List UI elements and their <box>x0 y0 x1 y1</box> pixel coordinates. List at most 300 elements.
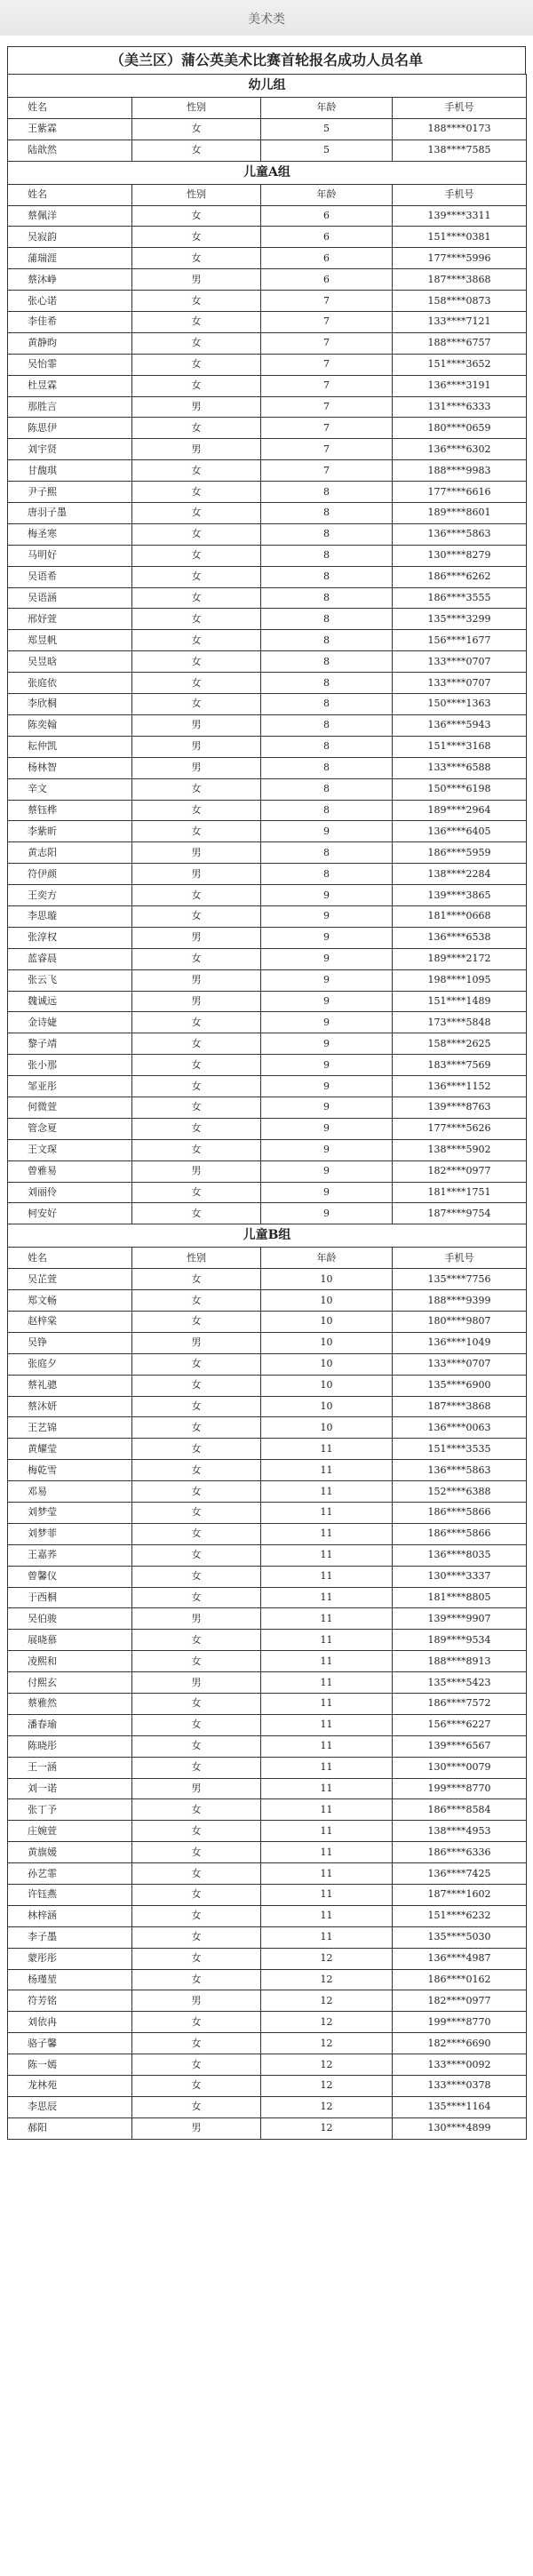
name-cell: 符伊颜 <box>8 864 132 885</box>
age-cell: 10 <box>261 1375 393 1396</box>
phone-cell: 186****5959 <box>393 842 527 864</box>
gender-cell: 女 <box>132 1396 261 1417</box>
column-header-row <box>8 184 527 205</box>
name-cell: 蔡礼骢 <box>8 1375 132 1396</box>
phone-cell: 177****5626 <box>393 1118 527 1139</box>
age-cell: 9 <box>261 927 393 948</box>
gender-cell: 男 <box>132 714 261 736</box>
age-cell: 11 <box>261 1460 393 1481</box>
phone-cell: 186****8584 <box>393 1799 527 1821</box>
age-cell: 8 <box>261 673 393 694</box>
name-cell: 林梓涵 <box>8 1905 132 1926</box>
age-cell: 9 <box>261 1055 393 1076</box>
table-row <box>8 1097 527 1118</box>
gender-cell: 女 <box>132 1969 261 1990</box>
name-cell: 李思璇 <box>8 905 132 927</box>
table-row <box>8 1672 527 1694</box>
age-cell: 9 <box>261 969 393 991</box>
age-cell: 9 <box>261 1182 393 1203</box>
age-header: 年龄 <box>261 184 393 205</box>
table-row <box>8 969 527 991</box>
age-cell: 11 <box>261 1905 393 1926</box>
gender-cell: 女 <box>132 1544 261 1566</box>
name-cell: 曾馨仪 <box>8 1566 132 1587</box>
phone-cell: 189****8601 <box>393 503 527 524</box>
name-cell: 吴语涵 <box>8 587 132 609</box>
gender-cell: 女 <box>132 2096 261 2117</box>
name-cell: 王文琛 <box>8 1139 132 1160</box>
table-row <box>8 503 527 524</box>
gender-cell: 女 <box>132 1503 261 1524</box>
name-cell: 符芳铭 <box>8 1990 132 2012</box>
age-cell: 11 <box>261 1608 393 1630</box>
age-cell: 7 <box>261 396 393 418</box>
age-cell: 6 <box>261 269 393 291</box>
table-row <box>8 1311 527 1332</box>
table-row <box>8 2054 527 2076</box>
phone-cell: 136****5863 <box>393 523 527 545</box>
phone-cell: 138****4953 <box>393 1821 527 1842</box>
age-cell: 11 <box>261 1544 393 1566</box>
gender-cell: 女 <box>132 1905 261 1926</box>
name-cell: 李子墨 <box>8 1926 132 1948</box>
gender-cell: 女 <box>132 523 261 545</box>
name-cell: 王紫霖 <box>8 118 132 140</box>
age-cell: 7 <box>261 418 393 439</box>
phone-cell: 150****1363 <box>393 694 527 715</box>
age-cell: 11 <box>261 1842 393 1863</box>
gender-cell: 女 <box>132 1821 261 1842</box>
table-row <box>8 800 527 821</box>
gender-cell: 女 <box>132 1118 261 1139</box>
age-cell: 9 <box>261 991 393 1012</box>
table-row <box>8 269 527 291</box>
phone-cell: 138****2284 <box>393 864 527 885</box>
phone-cell: 136****5943 <box>393 714 527 736</box>
gender-cell: 女 <box>132 1948 261 1969</box>
age-cell: 9 <box>261 1160 393 1182</box>
gender-cell: 女 <box>132 1714 261 1735</box>
table-row <box>8 482 527 503</box>
table-row <box>8 630 527 651</box>
phone-cell: 136****6538 <box>393 927 527 948</box>
gender-cell: 女 <box>132 778 261 800</box>
table-row <box>8 332 527 354</box>
name-cell: 杨瑾堃 <box>8 1969 132 1990</box>
table-row <box>8 1118 527 1139</box>
table-row <box>8 1885 527 1906</box>
table-row <box>8 2117 527 2139</box>
age-cell: 10 <box>261 1290 393 1312</box>
table-row <box>8 1566 527 1587</box>
age-cell: 7 <box>261 332 393 354</box>
age-cell: 8 <box>261 736 393 757</box>
table-row <box>8 1055 527 1076</box>
phone-cell: 182****0977 <box>393 1990 527 2012</box>
phone-cell: 133****0707 <box>393 651 527 673</box>
gender-cell: 男 <box>132 439 261 460</box>
name-cell: 陈思伊 <box>8 418 132 439</box>
phone-cell: 138****5902 <box>393 1139 527 1160</box>
gender-cell: 女 <box>132 312 261 333</box>
gender-cell: 男 <box>132 1990 261 2012</box>
age-cell: 8 <box>261 842 393 864</box>
gender-cell: 女 <box>132 1885 261 1906</box>
gender-cell: 女 <box>132 1439 261 1460</box>
name-cell: 那胜言 <box>8 396 132 418</box>
name-cell: 梅乾雪 <box>8 1460 132 1481</box>
phone-cell: 186****5866 <box>393 1503 527 1524</box>
table-row <box>8 1926 527 1948</box>
gender-cell: 男 <box>132 1332 261 1353</box>
age-cell: 8 <box>261 587 393 609</box>
table-row <box>8 418 527 439</box>
gender-cell: 男 <box>132 2117 261 2139</box>
name-cell: 黄耀莹 <box>8 1439 132 1460</box>
name-cell: 李欣桐 <box>8 694 132 715</box>
table-row <box>8 1290 527 1312</box>
age-cell: 8 <box>261 800 393 821</box>
age-cell: 10 <box>261 1396 393 1417</box>
table-row <box>8 1332 527 1353</box>
table-row <box>8 140 527 161</box>
name-cell: 蔡雅然 <box>8 1694 132 1715</box>
roster-table <box>7 74 527 2140</box>
name-cell: 王奕方 <box>8 885 132 906</box>
phone-cell: 180****9807 <box>393 1311 527 1332</box>
name-cell: 刘宇贤 <box>8 439 132 460</box>
name-header: 姓名 <box>8 184 132 205</box>
phone-cell: 151****1489 <box>393 991 527 1012</box>
phone-header: 手机号 <box>393 98 527 119</box>
roster-body <box>8 75 527 2140</box>
group-title: 儿童A组 <box>8 161 527 184</box>
gender-cell: 女 <box>132 1523 261 1544</box>
name-cell: 唐羽子墨 <box>8 503 132 524</box>
age-cell: 11 <box>261 1821 393 1842</box>
phone-cell: 130****4899 <box>393 2117 527 2139</box>
age-cell: 12 <box>261 2054 393 2076</box>
phone-cell: 182****6690 <box>393 2033 527 2054</box>
age-cell: 12 <box>261 1990 393 2012</box>
name-cell: 王一涵 <box>8 1757 132 1778</box>
table-row <box>8 757 527 778</box>
name-cell: 蒲瑞涯 <box>8 248 132 269</box>
name-cell: 王艺锦 <box>8 1417 132 1439</box>
table-row <box>8 694 527 715</box>
table-row <box>8 2076 527 2097</box>
table-row <box>8 2033 527 2054</box>
name-cell: 蓝睿晨 <box>8 948 132 969</box>
gender-cell: 女 <box>132 1353 261 1375</box>
name-cell: 张心诺 <box>8 291 132 312</box>
age-cell: 9 <box>261 1076 393 1097</box>
phone-cell: 135****7756 <box>393 1269 527 1290</box>
gender-cell: 女 <box>132 1735 261 1757</box>
gender-cell: 女 <box>132 1012 261 1033</box>
gender-cell: 女 <box>132 1290 261 1312</box>
phone-cell: 181****1751 <box>393 1182 527 1203</box>
group-title: 儿童B组 <box>8 1224 527 1248</box>
name-cell: 邓易 <box>8 1481 132 1503</box>
age-cell: 11 <box>261 1523 393 1544</box>
name-cell: 杨林智 <box>8 757 132 778</box>
gender-cell: 男 <box>132 736 261 757</box>
age-cell: 12 <box>261 2096 393 2117</box>
name-cell: 刘丽伶 <box>8 1182 132 1203</box>
phone-cell: 183****7569 <box>393 1055 527 1076</box>
age-cell: 9 <box>261 905 393 927</box>
age-cell: 11 <box>261 1799 393 1821</box>
name-cell: 曾雅易 <box>8 1160 132 1182</box>
gender-cell: 女 <box>132 587 261 609</box>
name-cell: 陆歆然 <box>8 140 132 161</box>
phone-cell: 188****0173 <box>393 118 527 140</box>
name-cell: 张淳权 <box>8 927 132 948</box>
age-cell: 9 <box>261 1139 393 1160</box>
phone-cell: 133****7121 <box>393 312 527 333</box>
name-cell: 梅圣寒 <box>8 523 132 545</box>
age-cell: 9 <box>261 1118 393 1139</box>
name-cell: 李佳希 <box>8 312 132 333</box>
phone-cell: 186****5866 <box>393 1523 527 1544</box>
name-cell: 辛文 <box>8 778 132 800</box>
age-cell: 11 <box>261 1757 393 1778</box>
table-row <box>8 2012 527 2033</box>
table-row <box>8 354 527 375</box>
age-cell: 7 <box>261 439 393 460</box>
table-row <box>8 523 527 545</box>
gender-cell: 男 <box>132 757 261 778</box>
table-row <box>8 927 527 948</box>
gender-cell: 女 <box>132 545 261 566</box>
phone-cell: 180****0659 <box>393 418 527 439</box>
phone-cell: 187****3868 <box>393 1396 527 1417</box>
gender-cell: 女 <box>132 1097 261 1118</box>
name-cell: 张庭依 <box>8 673 132 694</box>
name-cell: 吴铮 <box>8 1332 132 1353</box>
table-row <box>8 1375 527 1396</box>
phone-cell: 186****6262 <box>393 566 527 587</box>
gender-cell: 女 <box>132 800 261 821</box>
age-cell: 11 <box>261 1885 393 1906</box>
table-row <box>8 885 527 906</box>
age-cell: 7 <box>261 375 393 396</box>
name-cell: 郑昱帆 <box>8 630 132 651</box>
gender-cell: 男 <box>132 864 261 885</box>
phone-cell: 181****8805 <box>393 1587 527 1608</box>
phone-cell: 173****5848 <box>393 1012 527 1033</box>
gender-cell: 女 <box>132 2076 261 2097</box>
age-cell: 11 <box>261 1735 393 1757</box>
gender-cell: 男 <box>132 991 261 1012</box>
age-cell: 10 <box>261 1269 393 1290</box>
table-row <box>8 1269 527 1290</box>
age-cell: 5 <box>261 140 393 161</box>
name-cell: 刘梦菲 <box>8 1523 132 1544</box>
age-cell: 7 <box>261 354 393 375</box>
gender-header: 性别 <box>132 98 261 119</box>
phone-cell: 135****6900 <box>393 1375 527 1396</box>
name-cell: 马明好 <box>8 545 132 566</box>
gender-cell: 男 <box>132 1608 261 1630</box>
gender-cell: 女 <box>132 566 261 587</box>
phone-cell: 136****5863 <box>393 1460 527 1481</box>
phone-cell: 138****7585 <box>393 140 527 161</box>
phone-cell: 133****0378 <box>393 2076 527 2097</box>
name-cell: 张云飞 <box>8 969 132 991</box>
name-header: 姓名 <box>8 1248 132 1269</box>
category-banner <box>0 0 533 36</box>
table-row <box>8 673 527 694</box>
table-row <box>8 227 527 248</box>
age-cell: 10 <box>261 1311 393 1332</box>
gender-cell: 女 <box>132 1139 261 1160</box>
phone-cell: 136****8035 <box>393 1544 527 1566</box>
gender-cell: 女 <box>132 948 261 969</box>
phone-header: 手机号 <box>393 1248 527 1269</box>
table-row <box>8 1757 527 1778</box>
age-cell: 8 <box>261 757 393 778</box>
group-heading-row <box>8 161 527 184</box>
table-row <box>8 651 527 673</box>
table-row <box>8 1203 527 1224</box>
table-row <box>8 864 527 885</box>
name-cell: 黄旗媛 <box>8 1842 132 1863</box>
gender-cell: 女 <box>132 140 261 161</box>
phone-cell: 135****5030 <box>393 1926 527 1948</box>
gender-cell: 女 <box>132 291 261 312</box>
age-cell: 10 <box>261 1353 393 1375</box>
name-cell: 吴伯骏 <box>8 1608 132 1630</box>
name-cell: 吴昱晗 <box>8 651 132 673</box>
phone-cell: 136****6405 <box>393 821 527 842</box>
gender-cell: 女 <box>132 1269 261 1290</box>
age-cell: 11 <box>261 1503 393 1524</box>
phone-cell: 188****6757 <box>393 332 527 354</box>
gender-cell: 女 <box>132 418 261 439</box>
table-row <box>8 439 527 460</box>
gender-cell: 女 <box>132 1460 261 1481</box>
table-row <box>8 948 527 969</box>
name-cell: 王嘉荞 <box>8 1544 132 1566</box>
age-cell: 8 <box>261 545 393 566</box>
name-cell: 潘春瑜 <box>8 1714 132 1735</box>
table-row <box>8 1778 527 1799</box>
phone-cell: 189****9534 <box>393 1630 527 1651</box>
name-cell: 尹子熙 <box>8 482 132 503</box>
table-row <box>8 1439 527 1460</box>
table-row <box>8 736 527 757</box>
age-cell: 8 <box>261 630 393 651</box>
phone-cell: 151****3535 <box>393 1439 527 1460</box>
gender-cell: 女 <box>132 2054 261 2076</box>
age-cell: 7 <box>261 291 393 312</box>
name-cell: 蔡沐妍 <box>8 1396 132 1417</box>
gender-cell: 女 <box>132 1417 261 1439</box>
age-cell: 11 <box>261 1481 393 1503</box>
gender-cell: 女 <box>132 503 261 524</box>
table-row <box>8 118 527 140</box>
name-cell: 邹亚彤 <box>8 1076 132 1097</box>
table-row <box>8 1714 527 1735</box>
table-row <box>8 2096 527 2117</box>
gender-cell: 女 <box>132 1182 261 1203</box>
gender-cell: 女 <box>132 1630 261 1651</box>
gender-cell: 男 <box>132 842 261 864</box>
name-cell: 耘仲凯 <box>8 736 132 757</box>
gender-cell: 女 <box>132 1311 261 1332</box>
name-cell: 张小那 <box>8 1055 132 1076</box>
name-cell: 吴寂韵 <box>8 227 132 248</box>
table-row <box>8 396 527 418</box>
gender-cell: 男 <box>132 1672 261 1694</box>
age-cell: 11 <box>261 1587 393 1608</box>
phone-cell: 151****6232 <box>393 1905 527 1926</box>
table-row <box>8 1694 527 1715</box>
gender-cell: 女 <box>132 227 261 248</box>
phone-cell: 130****3337 <box>393 1566 527 1587</box>
name-cell: 蔡沐峥 <box>8 269 132 291</box>
age-cell: 11 <box>261 1694 393 1715</box>
table-row <box>8 1905 527 1926</box>
table-row <box>8 1160 527 1182</box>
gender-cell: 女 <box>132 205 261 227</box>
table-row <box>8 1481 527 1503</box>
gender-cell: 女 <box>132 609 261 630</box>
age-cell: 8 <box>261 694 393 715</box>
name-cell: 展晓慕 <box>8 1630 132 1651</box>
table-row <box>8 1353 527 1375</box>
phone-cell: 151****0381 <box>393 227 527 248</box>
age-cell: 11 <box>261 1630 393 1651</box>
name-cell: 刘一诺 <box>8 1778 132 1799</box>
phone-cell: 151****3652 <box>393 354 527 375</box>
table-row <box>8 1651 527 1672</box>
age-cell: 8 <box>261 778 393 800</box>
gender-cell: 女 <box>132 118 261 140</box>
name-cell: 付熙玄 <box>8 1672 132 1694</box>
table-row <box>8 905 527 927</box>
phone-cell: 139****9907 <box>393 1608 527 1630</box>
phone-header: 手机号 <box>393 184 527 205</box>
phone-cell: 188****8913 <box>393 1651 527 1672</box>
age-cell: 7 <box>261 312 393 333</box>
age-cell: 11 <box>261 1926 393 1948</box>
phone-cell: 136****1152 <box>393 1076 527 1097</box>
age-cell: 12 <box>261 1948 393 1969</box>
table-row <box>8 1012 527 1033</box>
phone-cell: 199****8770 <box>393 2012 527 2033</box>
roster-document <box>7 46 526 2140</box>
age-cell: 6 <box>261 205 393 227</box>
phone-cell: 131****6333 <box>393 396 527 418</box>
age-cell: 11 <box>261 1651 393 1672</box>
age-cell: 8 <box>261 714 393 736</box>
phone-cell: 188****9983 <box>393 460 527 482</box>
phone-cell: 135****5423 <box>393 1672 527 1694</box>
group-heading-row <box>8 75 527 98</box>
table-row <box>8 1735 527 1757</box>
age-cell: 12 <box>261 2076 393 2097</box>
gender-cell: 女 <box>132 630 261 651</box>
gender-cell: 女 <box>132 1587 261 1608</box>
gender-cell: 女 <box>132 375 261 396</box>
phone-cell: 139****3865 <box>393 885 527 906</box>
name-cell: 陈奕翰 <box>8 714 132 736</box>
phone-cell: 156****1677 <box>393 630 527 651</box>
table-row <box>8 545 527 566</box>
